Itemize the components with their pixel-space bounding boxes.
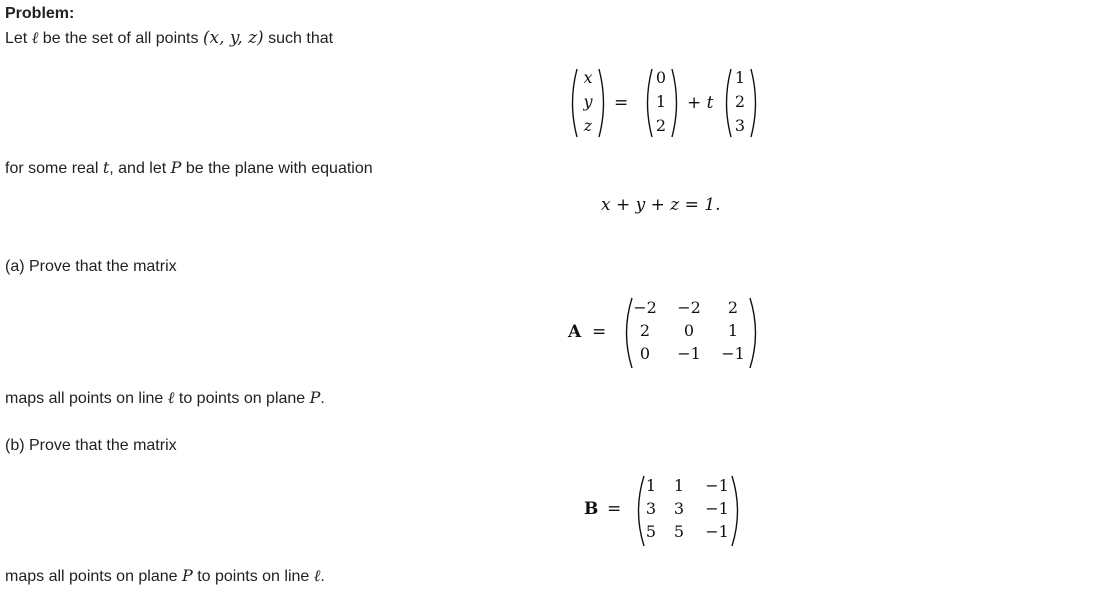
vector-entry: 2 (655, 116, 667, 135)
conclusion-prefix: maps all points on line (5, 390, 168, 407)
matrix-cell: 3 (673, 499, 685, 518)
problem-heading: Problem: (5, 5, 75, 22)
plane-intro-text (5, 158, 373, 179)
matrix-cell: 2 (727, 298, 739, 317)
part-a-label: (a) Prove that the matrix (5, 258, 177, 275)
right-paren (597, 67, 609, 139)
intro-suffix: such that (263, 30, 334, 47)
part-b-label: (b) Prove that the matrix (5, 437, 177, 454)
matrix-cell: 2 (639, 321, 651, 340)
equals-sign: = (607, 499, 622, 519)
matrix-B-name: B (584, 499, 599, 519)
P-symbol: P (170, 158, 182, 177)
matrix-cell: −1 (677, 344, 701, 363)
intro-text (5, 28, 333, 49)
right-paren (749, 67, 761, 139)
conclusion-middle: to points on plane (174, 390, 310, 407)
vector-entry: 1 (734, 68, 746, 87)
plane-equation: x + y + z = 1. (601, 195, 721, 215)
matrix-cell: −1 (705, 522, 729, 541)
vector-entry: 1 (655, 92, 667, 111)
matrix-cell: 5 (673, 522, 685, 541)
ell-symbol: ℓ (31, 28, 39, 47)
matrix-cell: −2 (633, 298, 657, 317)
conclusion-middle: to points on line (192, 568, 314, 585)
right-paren (748, 296, 762, 370)
equals-sign: = (614, 93, 629, 113)
conclusion-prefix: maps all points on plane (5, 568, 182, 585)
plane-intro-prefix: for some real (5, 160, 103, 177)
plus-t: + t (687, 93, 714, 113)
matrix-cell: −1 (721, 344, 745, 363)
part-a-conclusion (5, 388, 325, 409)
equals-sign: = (592, 322, 607, 342)
matrix-cell: −1 (705, 476, 729, 495)
matrix-cell: 0 (683, 321, 695, 340)
matrix-cell: 1 (673, 476, 685, 495)
plane-intro-suffix: be the plane with equation (181, 160, 373, 177)
part-b-conclusion (5, 566, 325, 587)
ell-symbol: ℓ (313, 566, 321, 585)
vector-entry: z (583, 116, 593, 135)
matrix-cell: 1 (645, 476, 657, 495)
P-symbol: P (182, 566, 193, 585)
plane-intro-middle: , and let (109, 160, 171, 177)
matrix-cell: 3 (645, 499, 657, 518)
vector-entry: y (583, 92, 593, 111)
matrix-cell: 1 (727, 321, 739, 340)
right-paren (670, 67, 682, 139)
right-paren (730, 474, 744, 548)
vector-entry: 2 (734, 92, 746, 111)
ell-symbol: ℓ (167, 388, 175, 407)
matrix-cell: 0 (639, 344, 651, 363)
point-notation: (x, y, z) (202, 28, 264, 48)
vector-entry: 0 (655, 68, 667, 87)
matrix-cell: −1 (705, 499, 729, 518)
intro-prefix: Let (5, 30, 32, 47)
conclusion-suffix: . (320, 390, 325, 407)
vector-entry: x (583, 68, 593, 87)
vector-entry: 3 (734, 116, 746, 135)
matrix-cell: 5 (645, 522, 657, 541)
matrix-A-name: A (568, 322, 582, 342)
t-symbol: t (102, 158, 110, 177)
P-symbol: P (309, 388, 321, 407)
matrix-cell: −2 (677, 298, 701, 317)
intro-middle: be the set of all points (38, 30, 203, 47)
conclusion-suffix: . (320, 568, 325, 585)
